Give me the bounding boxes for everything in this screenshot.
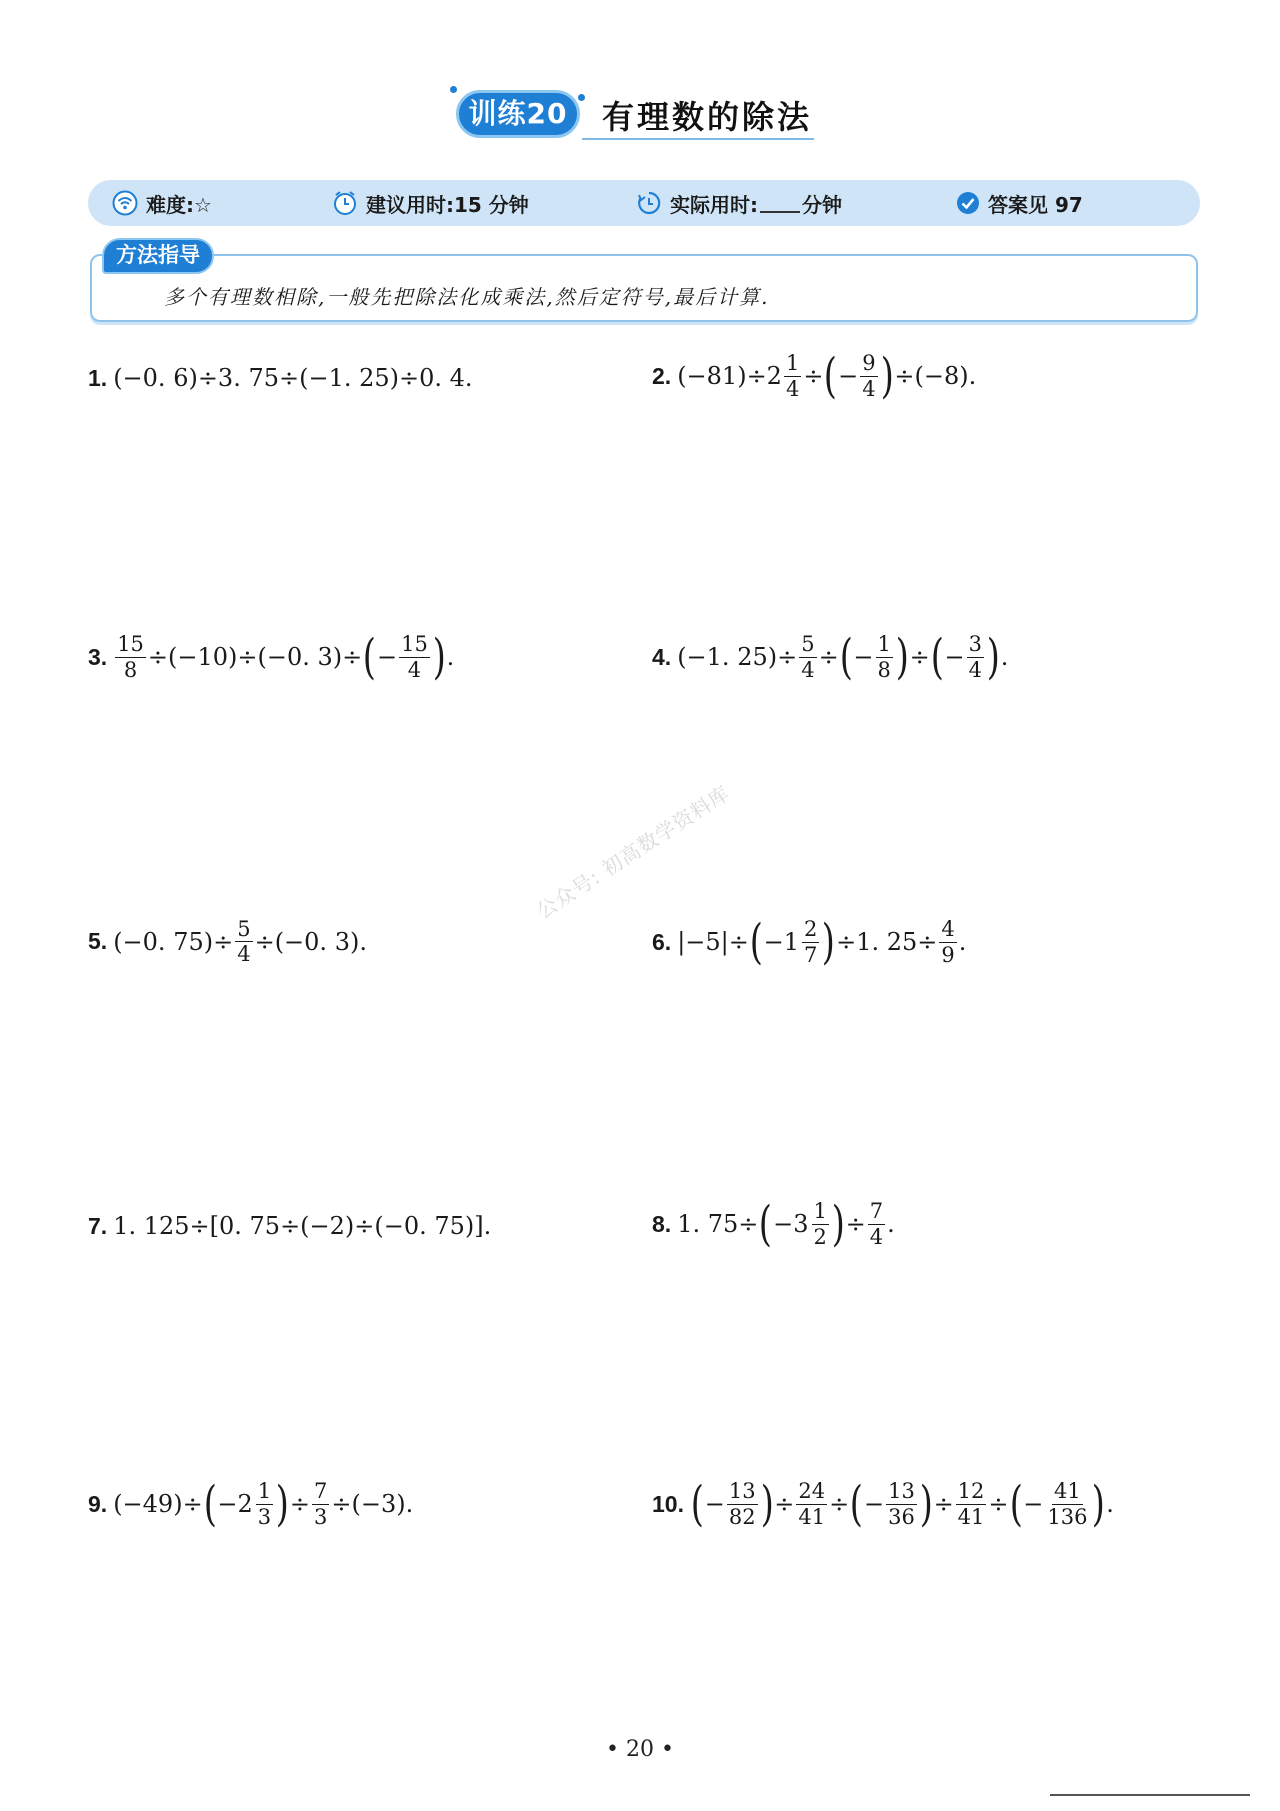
operator: ÷ xyxy=(774,1490,795,1518)
problem-number: 5. xyxy=(88,928,108,955)
fraction: $\frac{12}{41}$ xyxy=(957,1479,985,1529)
sign: − xyxy=(377,643,398,671)
lesson-badge: 训练20 xyxy=(456,90,580,138)
suggested-time xyxy=(332,180,529,226)
suggested-time-text: 建议用时:15 分钟 xyxy=(366,192,529,217)
expression: ÷(−10)÷(−0. 3)÷ xyxy=(147,643,363,671)
actual-time-label: 实际用时: xyxy=(670,192,758,217)
actual-time xyxy=(636,180,842,226)
problem-number: 9. xyxy=(88,1490,108,1517)
sign: − xyxy=(838,362,859,390)
problem-6 xyxy=(652,914,967,970)
fraction: $\frac{3}{4}$ xyxy=(968,632,982,682)
operator: ÷ xyxy=(829,1490,850,1518)
right-paren: ) xyxy=(822,914,836,970)
right-paren: ) xyxy=(895,629,909,685)
left-paren: ( xyxy=(930,629,944,685)
fraction: $\frac{7}{3}$ xyxy=(314,1479,328,1529)
expression: ÷(−8). xyxy=(894,362,977,390)
expression: (−1. 25)÷ xyxy=(677,643,798,671)
actual-time-blank[interactable] xyxy=(760,193,800,213)
fraction: $\frac{24}{41}$ xyxy=(798,1479,826,1529)
timer-icon xyxy=(636,190,662,216)
left-paren: ( xyxy=(1009,1476,1023,1532)
answer-text: 答案见 97 xyxy=(988,192,1083,217)
page-title: 有理数的除法 xyxy=(602,98,813,136)
problem-number: 1. xyxy=(88,364,108,391)
left-paren: ( xyxy=(203,1476,217,1532)
expression: ÷(−3). xyxy=(331,1490,414,1518)
answer-ref xyxy=(956,180,1083,226)
left-paren: ( xyxy=(824,348,838,404)
problem-9 xyxy=(88,1476,414,1532)
right-paren: ) xyxy=(760,1476,774,1532)
fraction: $\frac{2}{7}$ xyxy=(803,917,818,967)
left-paren: ( xyxy=(690,1476,704,1532)
left-paren: ( xyxy=(759,1196,773,1252)
sign: − xyxy=(1023,1490,1044,1518)
left-paren: ( xyxy=(363,629,377,685)
watermark: 公众号: 初高数学资料库 xyxy=(532,780,735,924)
difficulty xyxy=(112,180,212,226)
fraction: $\frac{13}{36}$ xyxy=(888,1479,915,1529)
fraction: $\frac{4}{9}$ xyxy=(941,917,955,967)
operator: ÷ xyxy=(289,1490,311,1518)
problem-number: 10. xyxy=(652,1490,684,1517)
fraction: $\frac{1}{3}$ xyxy=(257,1479,272,1529)
operator: ÷ xyxy=(988,1490,1009,1518)
page-number: • 20 • xyxy=(606,1737,674,1762)
info-bar xyxy=(88,180,1200,226)
scan-edge-mark xyxy=(1050,1780,1250,1796)
operator: ÷ xyxy=(909,643,930,671)
sign: − xyxy=(853,643,874,671)
problem-number: 2. xyxy=(652,362,672,389)
sign: − xyxy=(944,643,965,671)
right-paren: ) xyxy=(275,1476,290,1532)
right-paren: ) xyxy=(1092,1476,1106,1532)
fraction: $\frac{15}{4}$ xyxy=(401,632,428,682)
fraction: $\frac{1}{8}$ xyxy=(877,632,891,682)
fraction: $\frac{1}{2}$ xyxy=(813,1199,827,1249)
period: . xyxy=(1000,643,1009,671)
problem-10 xyxy=(652,1476,1114,1532)
problem-number: 6. xyxy=(652,928,672,955)
expression: ÷1. 25÷ xyxy=(836,928,938,956)
fraction: $\frac{5}{4}$ xyxy=(237,917,251,967)
expression: |−5|÷ xyxy=(677,928,749,956)
expression: 1. 75÷ xyxy=(677,1210,759,1238)
problem-number: 4. xyxy=(652,643,672,670)
problem-8 xyxy=(652,1196,895,1252)
problem-2 xyxy=(652,348,977,404)
badge-dot-icon xyxy=(450,86,457,93)
expression: (−49)÷ xyxy=(113,1490,203,1518)
problem-5 xyxy=(88,918,367,965)
right-paren: ) xyxy=(986,629,1000,685)
fraction: $\frac{13}{82}$ xyxy=(728,1479,756,1529)
left-paren: ( xyxy=(749,914,763,970)
wifi-icon xyxy=(112,190,138,216)
fraction: $\frac{5}{4}$ xyxy=(801,632,815,682)
title-underline xyxy=(582,138,814,140)
actual-time-unit: 分钟 xyxy=(802,192,842,217)
right-paren: ) xyxy=(432,629,446,685)
operator: ÷ xyxy=(818,643,839,671)
expression: (−0. 6)÷3. 75÷(−1. 25)÷0. 4. xyxy=(113,364,473,392)
fraction: $\frac{1}{4}$ xyxy=(785,351,800,401)
problem-number: 3. xyxy=(88,643,108,670)
period: . xyxy=(1106,1490,1114,1518)
sign: − xyxy=(704,1490,725,1518)
badge-dot-icon xyxy=(578,94,585,101)
title-row xyxy=(450,88,850,144)
problem-number: 7. xyxy=(88,1212,108,1239)
fraction: $\frac{15}{8}$ xyxy=(117,632,144,682)
right-paren: ) xyxy=(919,1476,933,1532)
expression: ÷(−0. 3). xyxy=(254,927,367,956)
period: . xyxy=(958,928,967,956)
right-paren: ) xyxy=(831,1196,845,1252)
expression: 1. 125÷[0. 75÷(−2)÷(−0. 75)]. xyxy=(113,1212,492,1240)
fraction: $\frac{41}{136}$ xyxy=(1047,1479,1088,1529)
left-paren: ( xyxy=(850,1476,864,1532)
right-paren: ) xyxy=(880,348,894,404)
problem-7 xyxy=(88,1212,491,1240)
left-paren: ( xyxy=(839,629,853,685)
problem-3 xyxy=(88,629,455,685)
expression: (−81)÷2 xyxy=(677,362,782,390)
period: . xyxy=(446,643,455,671)
problem-number: 8. xyxy=(652,1210,672,1237)
mixed-whole: −1 xyxy=(763,928,799,956)
method-tag: 方法指导 xyxy=(102,238,214,274)
operator: ÷ xyxy=(845,1210,866,1238)
check-circle-icon xyxy=(956,191,980,215)
mixed-whole: −3 xyxy=(773,1210,809,1238)
problem-4 xyxy=(652,629,1009,685)
sign: − xyxy=(863,1490,885,1518)
problem-1 xyxy=(88,364,473,392)
operator: ÷ xyxy=(803,362,824,390)
mixed-whole: −2 xyxy=(217,1490,253,1518)
fraction: $\frac{9}{4}$ xyxy=(862,351,876,401)
alarm-clock-icon xyxy=(332,190,358,216)
method-text: 多个有理数相除,一般先把除法化成乘法,然后定符号,最后计算. xyxy=(164,285,770,309)
period: . xyxy=(887,1210,895,1238)
difficulty-text: 难度:☆ xyxy=(146,192,212,217)
operator: ÷ xyxy=(933,1490,954,1518)
fraction: $\frac{7}{4}$ xyxy=(869,1199,884,1249)
expression: (−0. 75)÷ xyxy=(113,927,234,956)
